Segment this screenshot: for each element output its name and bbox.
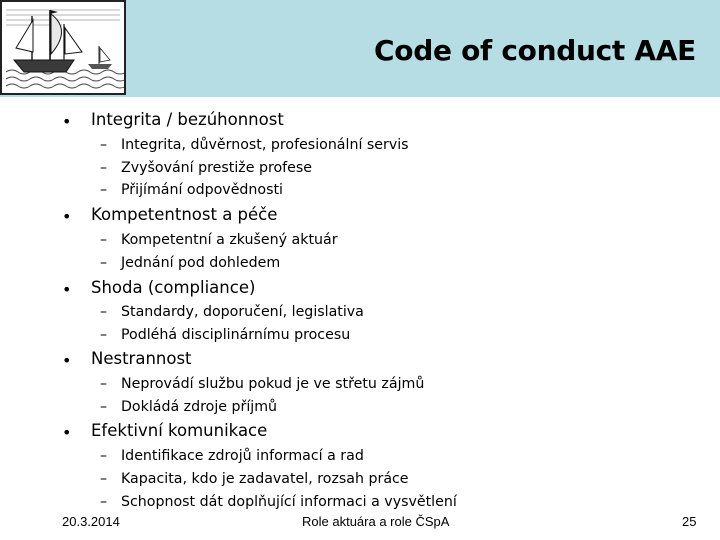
dash-icon: – (100, 327, 107, 343)
dash-icon: – (100, 304, 107, 320)
slide-title: Code of conduct AAE (374, 34, 696, 67)
dash-icon: – (100, 255, 107, 271)
dash-icon: – (100, 376, 107, 392)
section-heading: Nestrannost (91, 349, 192, 368)
sub-item: Podléhá disciplinárnímu procesu (121, 327, 351, 343)
dash-icon: – (100, 399, 107, 415)
sub-item: Schopnost dát doplňující informaci a vysvětlení (121, 494, 457, 510)
dash-icon: – (100, 182, 107, 198)
dash-icon: – (100, 137, 107, 153)
dash-icon: – (100, 471, 107, 487)
bullet-icon: • (62, 207, 72, 226)
footer-date: 20.3.2014 (62, 514, 120, 529)
sub-item: Jednání pod dohledem (121, 255, 281, 271)
dash-icon: – (100, 232, 107, 248)
sub-item: Dokládá zdroje příjmů (121, 399, 278, 415)
sub-item: Kompetentní a zkušený aktuár (121, 232, 338, 248)
bullet-icon: • (62, 280, 72, 299)
sub-item: Zvyšování prestiže profese (121, 160, 313, 176)
sub-item: Neprovádí službu pokud je ve střetu zájmů (121, 376, 425, 392)
section-heading: Efektivní komunikace (91, 421, 268, 440)
sub-item: Identifikace zdrojů informací a rad (121, 448, 364, 464)
dash-icon: – (100, 494, 107, 510)
sub-item: Přijímání odpovědnosti (121, 182, 283, 198)
dash-icon: – (100, 448, 107, 464)
sub-item: Kapacita, kdo je zadavatel, rozsah práce (121, 471, 409, 487)
sub-item: Integrita, důvěrnost, profesionální servis (121, 137, 409, 153)
bullet-icon: • (62, 423, 72, 442)
footer-center-text: Role aktuára a role ČSpA (302, 514, 450, 529)
bullet-icon: • (62, 351, 72, 370)
section-heading: Kompetentnost a péče (91, 205, 278, 224)
bullet-icon: • (62, 112, 72, 131)
section-heading: Integrita / bezúhonnost (91, 110, 284, 129)
section-heading: Shoda (compliance) (91, 278, 256, 297)
sailing-ship-icon (0, 0, 126, 95)
page-number: 25 (682, 514, 697, 529)
dash-icon: – (100, 160, 107, 176)
sub-item: Standardy, doporučení, legislativa (121, 304, 364, 320)
